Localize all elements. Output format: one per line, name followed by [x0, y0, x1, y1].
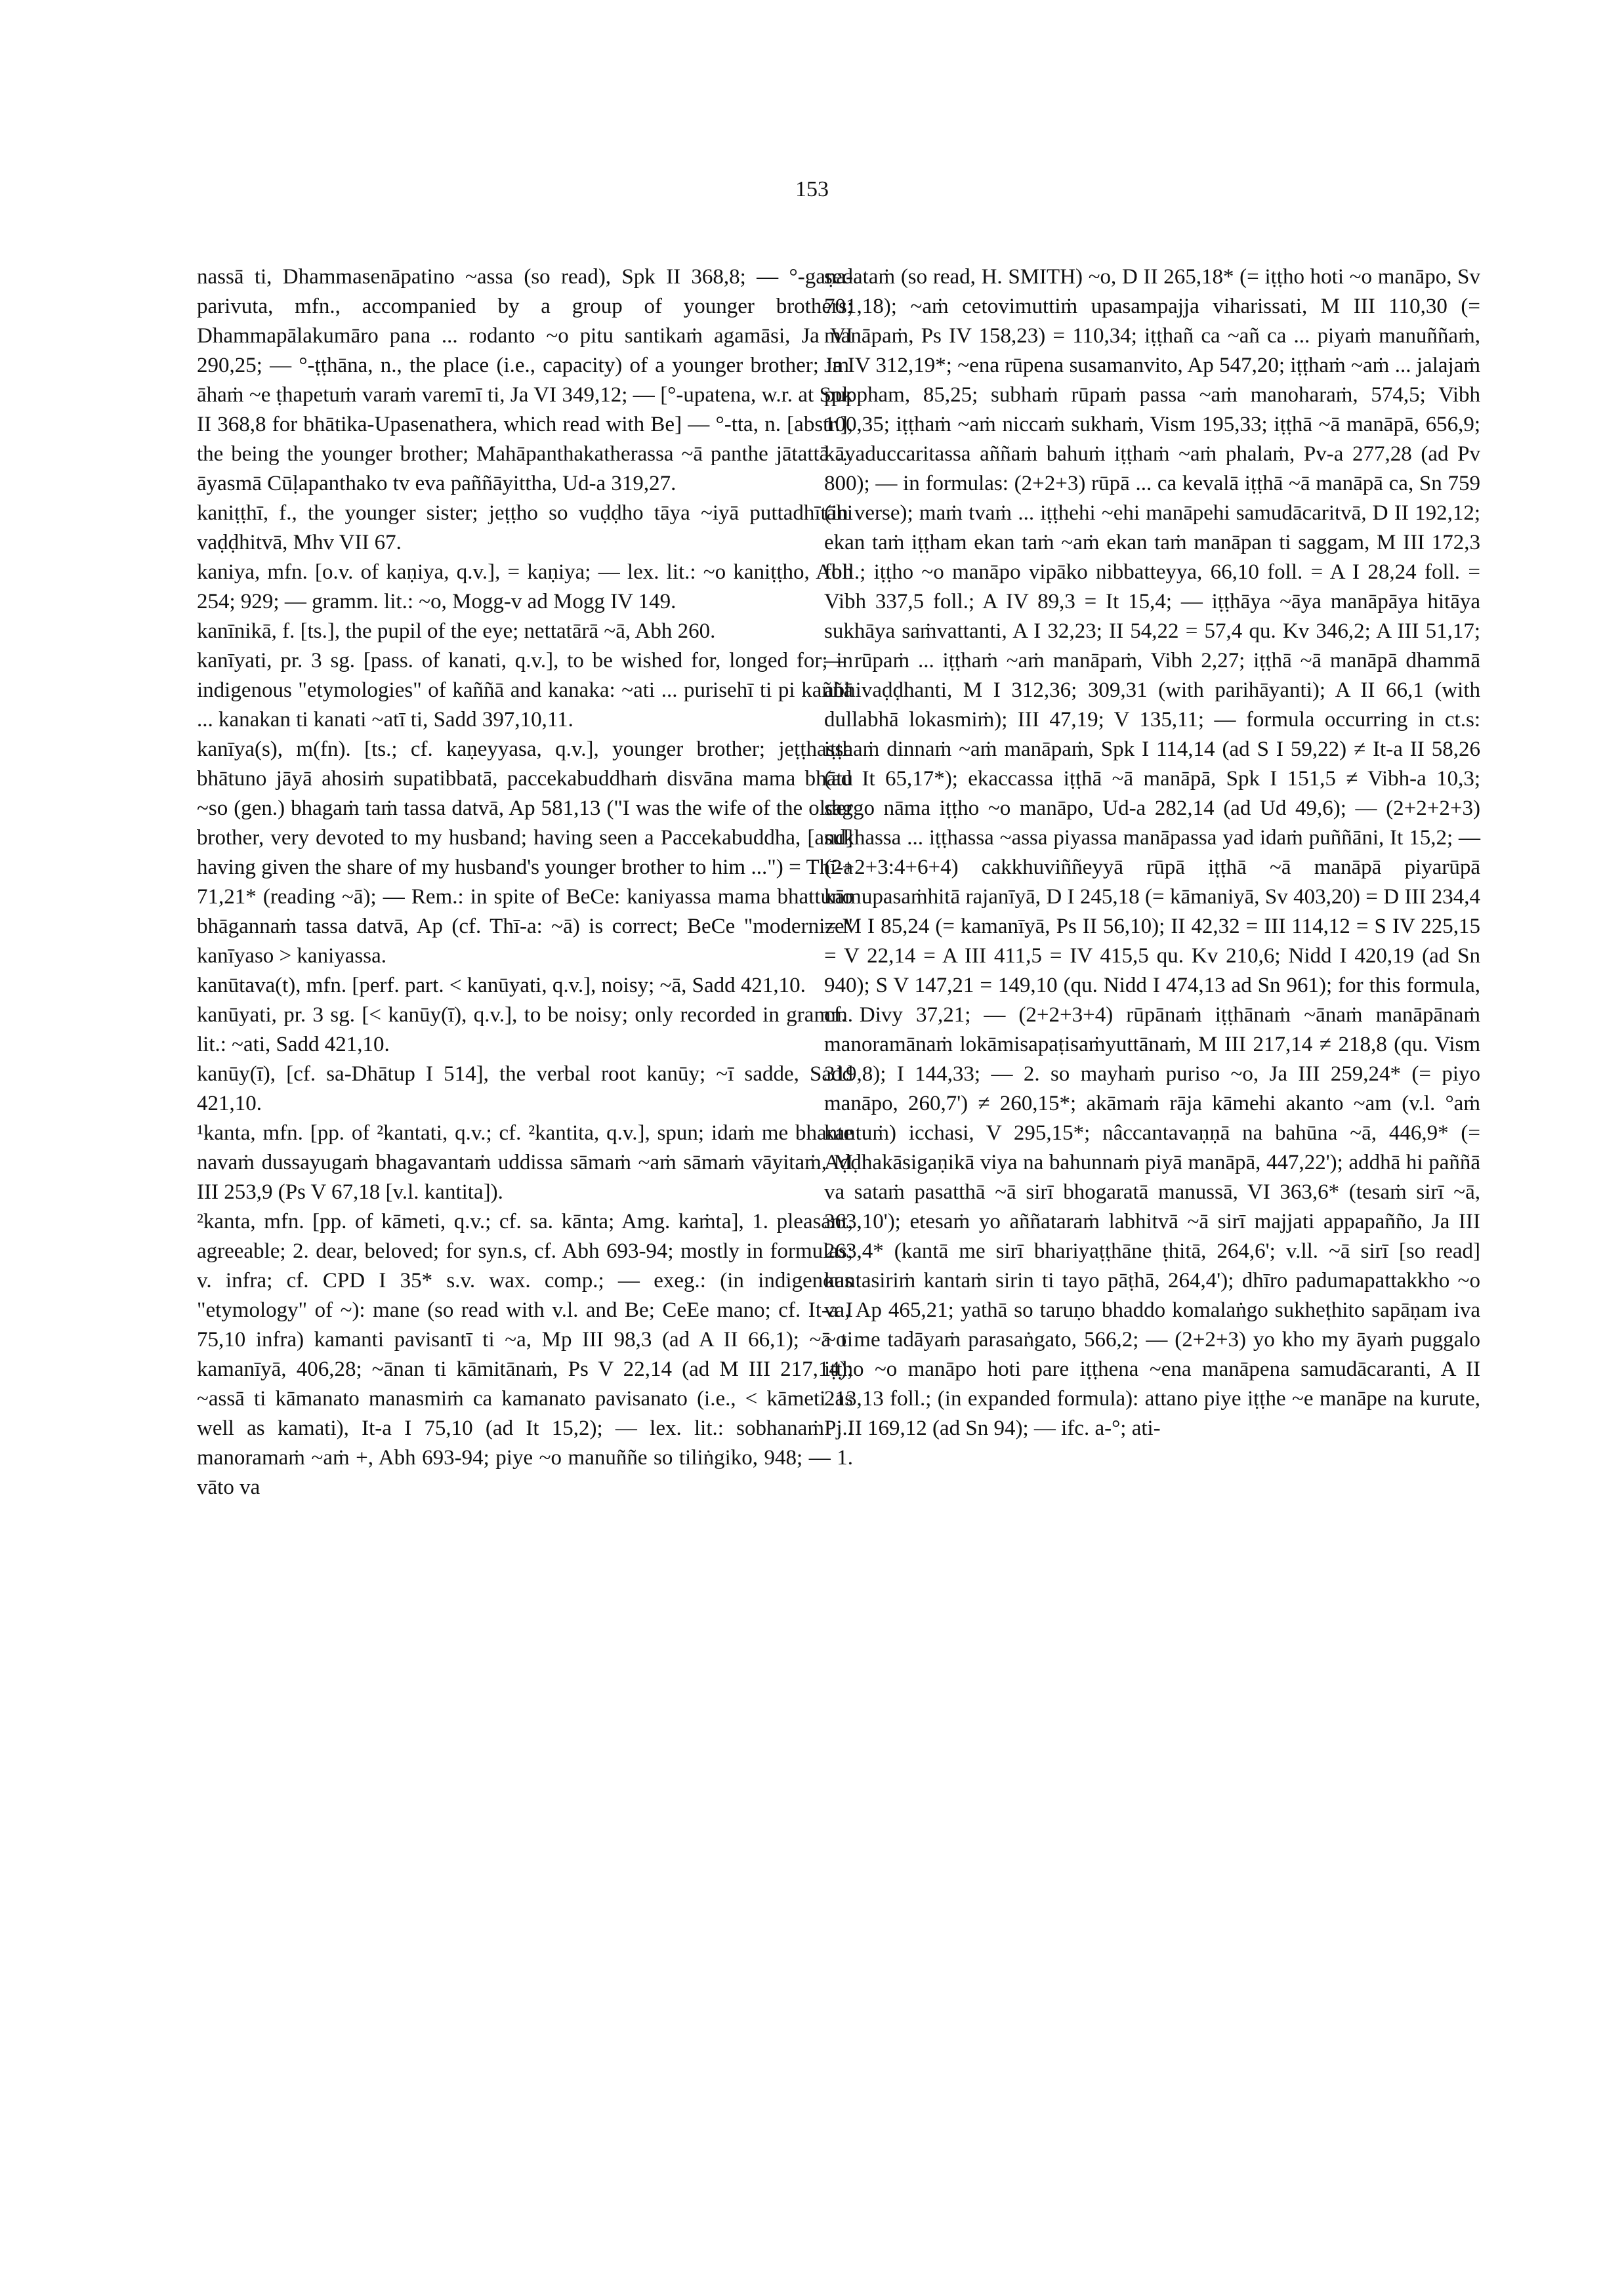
dictionary-entry: kanūyati, pr. 3 sg. [< kanūy(ī), q.v.], to be noisy; only recorded in gramm. lit.: ~ati, Sadd 421,10.: [197, 1003, 853, 1056]
dictionary-entry: kaniya, mfn. [o.v. of kaṇiya, q.v.], = kaṇiya; — lex. lit.: ~o kaniṭṭho, Abh 254; 929; — gramm. lit.: ~o, Mogg-v ad Mogg IV 149.: [197, 560, 853, 613]
dictionary-entry: ¹kanta, mfn. [pp. of ²kantati, q.v.; cf. ²kantita, q.v.], spun; idaṁ me bhante navaṁ dussayugaṁ bhagavantaṁ uddissa sāmaṁ ~aṁ sāmaṁ vāyitaṁ, M III 253,9 (Ps V 67,18 [v.l. kantita]).: [197, 1121, 853, 1204]
dictionary-entry: kaniṭṭhī, f., the younger sister; jeṭṭho so vuḍḍho tāya ~iyā puttadhītāhi vaḍḍhitvā, Mhv VII 67.: [197, 501, 853, 554]
right-column: [824, 262, 1480, 1443]
dictionary-entry: kanīnikā, f. [ts.], the pupil of the eye; nettatārā ~ā, Abh 260.: [197, 619, 716, 643]
dictionary-entry: kanūy(ī), [cf. sa-Dhātup I 514], the verbal root kanūy; ~ī sadde, Sadd 421,10.: [197, 1062, 853, 1115]
left-column: [197, 262, 853, 1502]
dictionary-entry: kanīya(s), m(fn). [ts.; cf. kaṇeyyasa, q.v.], younger brother; jeṭṭhassa bhātuno jāyā ahosiṁ supatibbatā, paccekabuddhaṁ disvāna mama bhātu ~so (gen.) bhagaṁ taṁ tassa datvā, Ap 581,13 ("I was the wife of the older brother, very devoted to my husband; having seen a Paccekabuddha, [and] having given the share of my husband's younger brother to him ...") = Thī-a 71,21* (reading ~ā); — Rem.: in spite of BeCe: kaniyassa mama bhattuno bhāgannaṁ tassa datvā, Ap (cf. Thī-a: ~ā) is correct; BeCe "modernize" kanīyaso > kaniyassa.: [197, 737, 853, 968]
dictionary-entry: ²kanta, mfn. [pp. of kāmeti, q.v.; cf. sa. kānta; Amg. kaṁta], 1. pleasant, agreeable; 2. dear, beloved; for syn.s, cf. Abh 693-94; mostly in formulas; v. infra; cf. CPD I 35* s.v. wax. comp.; — exeg.: (in indigenous "etymology" of ~): mane (so read with v.l. and Be; CeEe mano; cf. It-a I 75,10 infra) kamanti pavisantī ti ~a, Mp III 98,3 (ad A II 66,1); ~ā ti kamanīyā, 406,28; ~ānan ti kāmitānaṁ, Ps V 22,14 (ad M III 217,14); ~assā ti kāmanato manasmiṁ ca kamanato pavisanato (i.e., < kāmeti as well as kamati), It-a I 75,10 (ad It 15,2); — lex. lit.: sobhanaṁ ... manoramaṁ ~aṁ +, Abh 693-94; piye ~o manuññe so tiliṅgiko, 948; — 1. vāto va: [197, 1210, 853, 1499]
page-number: 153: [795, 177, 829, 201]
dictionary-entry: sedataṁ (so read, H. SMITH) ~o, D II 265,18* (= iṭṭho hoti ~o manāpo, Sv 701,18); ~aṁ cetovimuttiṁ upasampajja viharissati, M III 110,30 (= manāpaṁ, Ps IV 158,23) = 110,34; iṭṭhañ ca ~añ ca ... piyaṁ manuññaṁ, Ja IV 312,19*; ~ena rūpena susamanvito, Ap 547,20; iṭṭhaṁ ~aṁ ... jalajaṁ puppham, 85,25; subhaṁ rūpaṁ passa ~aṁ manoharaṁ, 574,5; Vibh 100,35; iṭṭhaṁ ~aṁ niccaṁ sukhaṁ, Vism 195,33; iṭṭhā ~ā manāpā, 656,9; kāyaduccaritassa aññaṁ bahuṁ iṭṭhaṁ ~aṁ phalaṁ, Pv-a 277,28 (ad Pv 800); — in formulas: (2+2+3) rūpā ... ca kevalā iṭṭhā ~ā manāpā ca, Sn 759 (in verse); maṁ tvaṁ ... iṭṭhehi ~ehi manāpehi samudācaritvā, D II 192,12; ekan taṁ iṭṭham ekan taṁ ~aṁ ekan taṁ manāpan ti saggam, M III 172,3 foll.; iṭṭho ~o manāpo vipāko nibbatteyya, 66,10 foll. = A I 28,24 foll. = Vibh 337,5 foll.; A IV 89,3 = It 15,4; — iṭṭhāya ~āya manāpāya hitāya sukhāya saṁvattanti, A I 32,23; II 54,22 = 57,4 qu. Kv 346,2; A III 51,17; — rūpaṁ ... iṭṭhaṁ ~aṁ manāpaṁ, Vibh 2,27; iṭṭhā ~ā manāpā dhammā abhivaḍḍhanti, M I 312,36; 309,31 (with parihāyanti); A II 66,1 (with dullabhā lokasmiṁ); III 47,19; V 135,11; — formula occurring in ct.s: iṭṭhaṁ dinnaṁ ~aṁ manāpaṁ, Spk I 114,14 (ad S I 59,22) ≠ It-a II 58,26 (ad It 65,17*); ekaccassa iṭṭhā ~ā manāpā, Spk I 151,5 ≠ Vibh-a 10,3; saggo nāma iṭṭho ~o manāpo, Ud-a 282,14 (ad Ud 49,6); — (2+2+2+3) sukhassa ... iṭṭhassa ~assa piyassa manāpassa yad idaṁ puññāni, It 15,2; — (2+2+3:4+6+4) cakkhuviññeyyā rūpā iṭṭhā ~ā manāpā piyarūpā kāmupasaṁhitā rajanīyā, D I 245,18 (= kāmaniyā, Sv 403,20) = D III 234,4 = M I 85,24 (= kamanīyā, Ps II 56,10); II 42,32 = III 114,12 = S IV 225,15 = V 22,14 = A III 411,5 = IV 415,5 qu. Kv 210,6; Nidd I 420,19 (ad Sn 940); S V 147,21 = 149,10 (qu. Nidd I 474,13 ad Sn 961); for this formula, cf. Divy 37,21; — (2+2+3+4) rūpānaṁ iṭṭhānaṁ ~ānaṁ manāpānaṁ manoramānaṁ lokāmisapaṭisaṁyuttānaṁ, M III 217,14 ≠ 218,8 (qu. Vism 319,8); I 144,33; — 2. so mayhaṁ puriso ~o, Ja III 259,24* (= piyo manāpo, 260,7') ≠ 260,15*; akāmaṁ rāja kāmehi akanto ~am (v.l. °aṁ kantuṁ) icchasi, V 295,15*; nâccantavaṇṇā na bahūna ~ā, 446,9* (= Aḍḍhakāsigaṇikā viya na bahunnaṁ piyā manāpā, 447,22'); addhā hi paññā va sataṁ pasatthā ~ā sirī bhogaratā manussā, VI 363,6* (tesaṁ sirī ~ā, 363,10'); etesaṁ yo aññataraṁ labhitvā ~ā sirī majjati appapañño, Ja III 263,4* (kantā me sirī bhariyaṭṭhāne ṭhitā, 264,6'; v.ll. ~ā sirī [so read] kantasiriṁ kantaṁ sirin ti tayo pāṭhā, 264,4'); dhīro padumapattakkho ~o va, Ap 465,21; yathā so taruṇo bhaddo komalaṅgo sukheṭhito sapāṇam iva ~o me tadāyaṁ parasaṅgato, 566,2; — (2+2+3) yo kho my āyaṁ puggalo iṭṭho ~o manāpo hoti pare iṭṭhena ~ena manāpena samudācaranti, A II 213,13 foll.; (in expanded formula): attano piye iṭṭhe ~e manāpe na kurute, Pj II 169,12 (ad Sn 94); — ifc. a-°; ati-: [824, 265, 1480, 1440]
dictionary-entry: kanīyati, pr. 3 sg. [pass. of kanati, q.v.], to be wished for, longed for; in indigenous "etymologies" of kaññā and kanaka: ~ati ... purisehī ti pi kaññā ... kanakan ti kanati ~atī ti, Sadd 397,10,11.: [197, 649, 853, 732]
dictionary-entry: nassā ti, Dhammasenāpatino ~assa (so read), Spk II 368,8; — °-gaṇa-parivuta, mfn., accompanied by a group of younger brothers; Dhammapālakumāro pana ... rodanto ~o pitu santikaṁ agamāsi, Ja VI 290,25; — °-ṭṭhāna, n., the place (i.e., capacity) of a younger brother; im' āhaṁ ~e ṭhapetuṁ varaṁ varemī ti, Ja VI 349,12; — [°-upatena, w.r. at Spk II 368,8 for bhātika-Upasenathera, which read with Be] — °-tta, n. [abstr.], the being the younger brother; Mahāpanthakatherassa ~ā panthe jātattā ... āyasmā Cūḷapanthako tv eva paññāyittha, Ud-a 319,27.: [197, 265, 853, 495]
dictionary-entry: kanūtava(t), mfn. [perf. part. < kanūyati, q.v.], noisy; ~ā, Sadd 421,10.: [197, 974, 806, 997]
